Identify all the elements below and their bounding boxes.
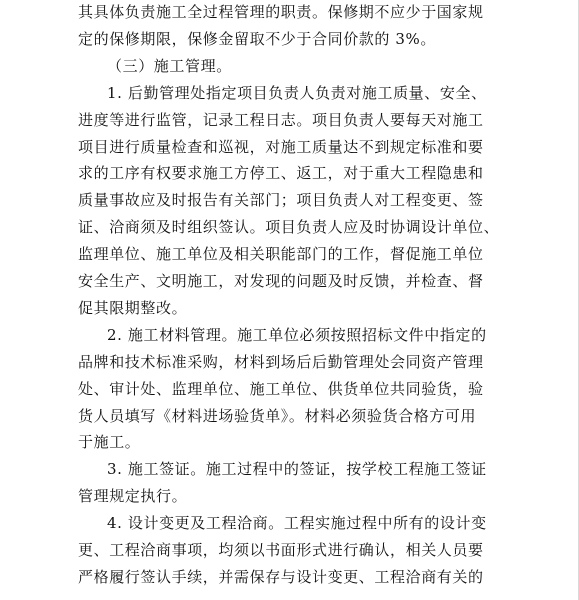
text-line: 1. 后勤管理处指定项目负责人负责对施工质量、安全、	[107, 84, 487, 102]
text-line: 监理单位、施工单位及相关职能部门的工作，督促施工单位	[78, 245, 484, 263]
text-line: 促其限期整改。	[78, 299, 188, 317]
text-line: 货人员填写《材料进场验货单》。材料必须验货合格方可用	[78, 407, 477, 425]
text-line: 质量事故应及时报告有关部门；项目负责人对工程变更、签	[78, 191, 484, 209]
text-line: 品牌和技术标准采购，材料到场后后勤管理处会同资产管理	[78, 353, 484, 371]
text-line: 3. 施工签证。施工过程中的签证，按学校工程施工签证	[107, 460, 487, 478]
text-line: 其具体负责施工全过程管理的职责。保修期不应少于国家规	[78, 3, 484, 21]
text-line: 2. 施工材料管理。施工单位必须按照招标文件中指定的	[107, 326, 487, 344]
text-line: 项目进行质量检查和巡视，对施工质量达不到规定标准和要	[78, 138, 484, 156]
text-line: 严格履行签认手续，并需保存与设计变更、工程洽商有关的	[78, 568, 484, 586]
text-line: 于施工。	[78, 433, 141, 451]
text-line: 证、洽商须及时组织签认。项目负责人应及时协调设计单位、	[78, 218, 500, 236]
text-line: 管理规定执行。	[78, 487, 188, 505]
text-line: 求的工序有权要求施工方停工、返工，对于重大工程隐患和	[78, 164, 484, 182]
text-line: 定的保修期限，保修金留取不少于合同价款的 3%。	[78, 30, 436, 48]
text-line: 进度等进行监管，记录工程日志。项目负责人要每天对施工	[78, 111, 484, 129]
section-heading: （三）施工管理。	[107, 57, 232, 75]
text-line: 更、工程洽商事项，均须以书面形式进行确认，相关人员要	[78, 541, 484, 559]
text-line: 4. 设计变更及工程洽商。工程实施过程中所有的设计变	[107, 514, 487, 532]
text-line: 安全生产、文明施工，对发现的问题及时反馈，并检查、督	[78, 272, 484, 290]
text-line: 处、审计处、监理单位、施工单位、供货单位共同验货，验	[78, 380, 484, 398]
